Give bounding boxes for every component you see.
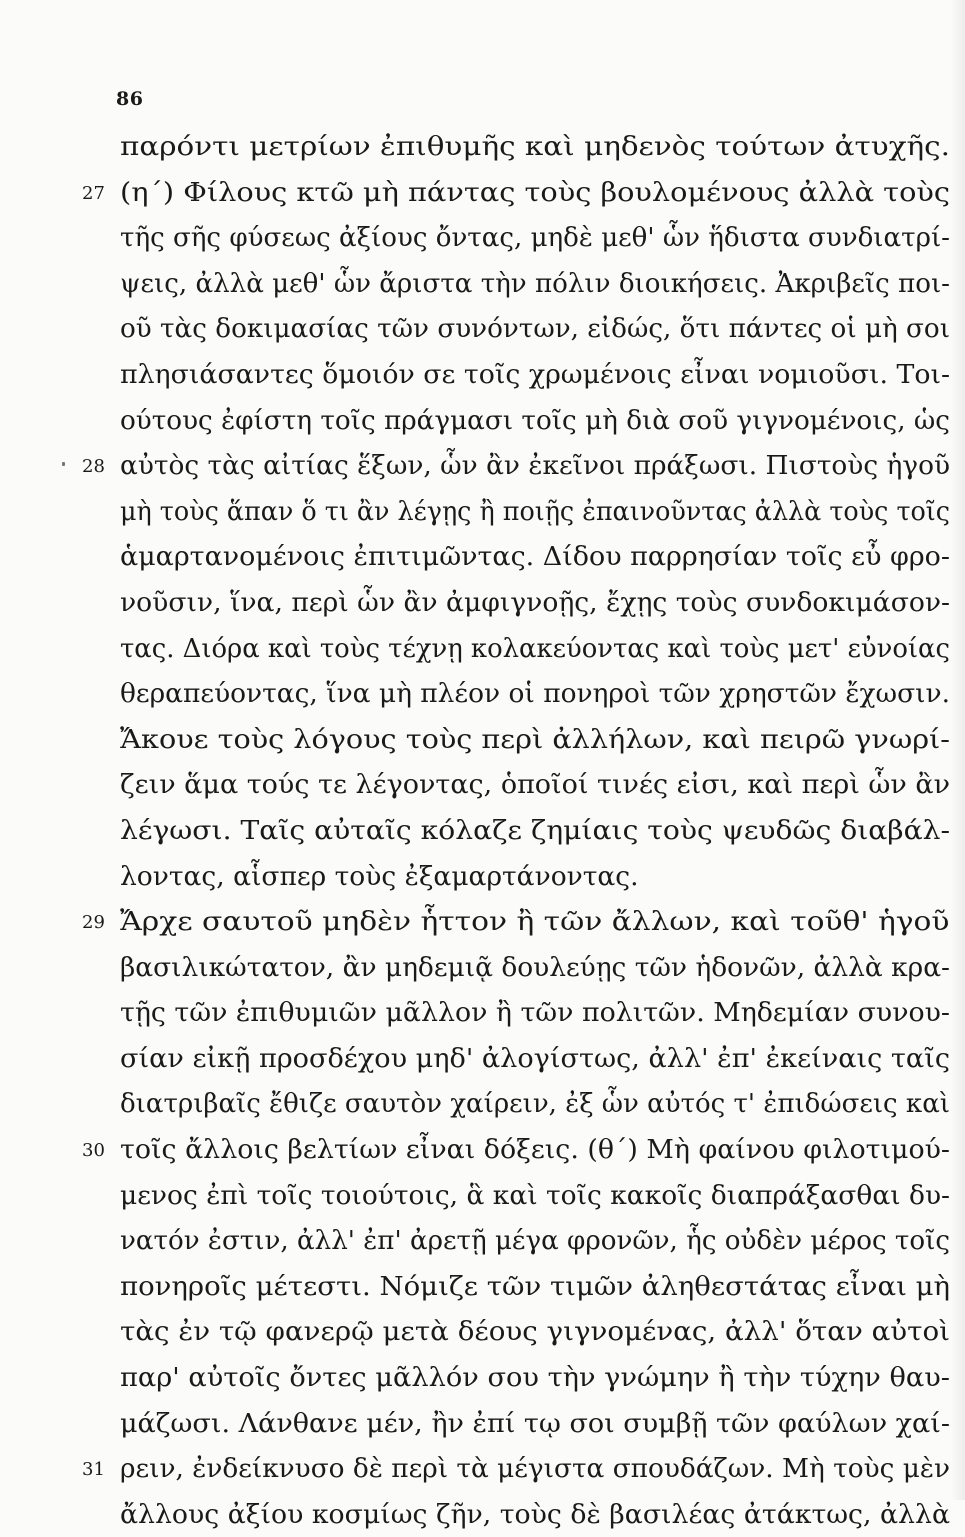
line-text: τοῖς ἄλλοις βελτίων εἶναι δόξεις. (θ΄) Μὴ φαίνου φιλοτιμού- [120, 1134, 950, 1166]
section-number: 29 [82, 912, 105, 934]
scan-speck [62, 462, 65, 466]
line-text: πονηροῖς μέτεστι. Νόμιζε τῶν τιμῶν ἀληθεστάτας εἶναι μὴ [120, 1270, 950, 1302]
line-text: ἄλλους ἀξίου κοσμίως ζῆν, τοὺς δὲ βασιλέας ἀτάκτως, ἀλλὰ [120, 1498, 951, 1530]
line-text: τας. Διόρα καὶ τοὺς τέχνῃ κολακεύοντας καὶ τοὺς μετ' εὐνοίας [120, 632, 950, 664]
line-text: βασιλικώτατον, ἂν μηδεμιᾷ δουλεύῃς τῶν ἡδονῶν, ἀλλὰ κρα- [120, 951, 950, 983]
text-line [82, 1127, 950, 1173]
line-text: λοντας, αἷσπερ τοὺς ἐξαμαρτάνοντας. [120, 860, 639, 892]
line-text: Ἄρχε σαυτοῦ μηδὲν ἧττον ἢ τῶν ἄλλων, καὶ τοῦθ' ἡγοῦ [120, 906, 950, 938]
text-line [120, 124, 950, 170]
line-text: τὰς ἐν τῷ φανερῷ μετὰ δέους γιγνομένας, ἀλλ' ὅταν αὐτοὶ [120, 1316, 950, 1348]
text-line [120, 808, 950, 854]
line-text: λέγωσι. Ταῖς αὐταῖς κόλαζε ζημίαις τοὺς ψευδῶς διαβάλ- [120, 814, 950, 846]
line-text: διατριβαῖς ἔθιζε σαυτὸν χαίρειν, ἐξ ὧν αὐτός τ' ἐπιδώσεις καὶ [120, 1088, 950, 1120]
text-line [120, 1401, 950, 1447]
text-line [120, 1355, 950, 1401]
text-line [82, 899, 950, 945]
line-text: ζειν ἅμα τούς τε λέγοντας, ὁποῖοί τινές εἰσι, καὶ περὶ ὧν ἂν [120, 769, 950, 801]
text-line [120, 945, 950, 991]
text-line [120, 717, 950, 763]
text-line [120, 762, 950, 808]
line-text: σίαν εἰκῇ προσδέχου μηδ' ἀλογίστως, ἀλλ' ἐπ' ἐκείναις ταῖς [120, 1042, 950, 1074]
text-block [82, 124, 951, 1537]
text-line [120, 1218, 950, 1264]
line-text: μάζωσι. Λάνθανε μέν, ἢν ἐπί τῳ σοι συμβῇ τῶν φαύλων χαί- [120, 1407, 950, 1439]
text-line [120, 306, 950, 352]
line-text: πλησιάσαντες ὅμοιόν σε τοῖς χρωμένοις εἶναι νομιοῦσι. Τοι- [120, 358, 950, 390]
text-line [82, 1446, 950, 1492]
text-line [120, 1081, 950, 1127]
scan-shadow [951, 0, 965, 1500]
text-line [120, 398, 950, 444]
line-text: Ἄκουε τοὺς λόγους τοὺς περὶ ἀλλήλων, καὶ πειρῶ γνωρί- [120, 723, 950, 755]
section-number: 30 [82, 1140, 105, 1162]
text-line [120, 671, 950, 717]
text-line [120, 626, 950, 672]
text-line [120, 215, 950, 261]
section-number: 31 [82, 1459, 105, 1481]
line-text: θεραπεύοντας, ἵνα μὴ πλέον οἱ πονηροὶ τῶν χρηστῶν ἔχωσιν. [120, 678, 950, 710]
line-text: (η΄) Φίλους κτῶ μὴ πάντας τοὺς βουλομένους ἀλλὰ τοὺς [120, 176, 950, 208]
line-text: ρειν, ἐνδείκνυσο δὲ περὶ τὰ μέγιστα σπουδάζων. Μὴ τοὺς μὲν [120, 1453, 950, 1485]
line-text: οῦ τὰς δοκιμασίας τῶν συνόντων, εἰδώς, ὅτι πάντες οἱ μὴ σοι [120, 313, 950, 345]
line-text: ούτους ἐφίστη τοῖς πράγμασι τοῖς μὴ διὰ σοῦ γιγνομένοις, ὡς [120, 404, 950, 436]
text-line [120, 352, 950, 398]
line-text: ἁμαρτανομένοις ἐπιτιμῶντας. Δίδου παρρησίαν τοῖς εὖ φρο- [120, 541, 950, 573]
text-line [120, 854, 950, 900]
text-line [120, 534, 950, 580]
text-line [82, 170, 950, 216]
text-line [120, 1492, 950, 1537]
line-text: νατόν ἐστιν, ἀλλ' ἐπ' ἀρετῇ μέγα φρονῶν, ἧς οὐδὲν μέρος τοῖς [120, 1225, 950, 1257]
line-text: παρ' αὐτοῖς ὄντες μᾶλλόν σου τὴν γνώμην ἢ τὴν τύχην θαυ- [120, 1362, 951, 1394]
text-line [120, 580, 950, 626]
line-text: μὴ τοὺς ἅπαν ὅ τι ἂν λέγῃς ἢ ποιῇς ἐπαινοῦντας ἀλλὰ τοὺς τοῖς [120, 495, 950, 527]
text-line [120, 1264, 950, 1310]
text-line [120, 1309, 950, 1355]
line-text: ψεις, ἀλλὰ μεθ' ὧν ἄριστα τὴν πόλιν διοικήσεις. Ἀκριβεῖς ποι- [120, 267, 950, 299]
text-line [120, 261, 950, 307]
line-text: αὐτὸς τὰς αἰτίας ἕξων, ὧν ἂν ἐκεῖνοι πράξωσι. Πιστοὺς ἡγοῦ [120, 450, 950, 482]
text-line [82, 443, 950, 489]
text-line [120, 489, 950, 535]
text-line [120, 1036, 950, 1082]
line-text: νοῦσιν, ἵνα, περὶ ὧν ἂν ἀμφιγνοῇς, ἔχῃς τοὺς συνδοκιμάσον- [120, 586, 950, 618]
text-line [120, 990, 950, 1036]
line-text: παρόντι μετρίων ἐπιθυμῆς καὶ μηδενὸς τούτων ἀτυχῆς. [120, 131, 950, 162]
text-line [120, 1173, 950, 1219]
section-number: 28 [82, 456, 105, 478]
line-text: τῇς τῶν ἐπιθυμιῶν μᾶλλον ἢ τῶν πολιτῶν. Μηδεμίαν συνου- [120, 997, 950, 1029]
page-number: 86 [116, 88, 144, 110]
section-number: 27 [82, 182, 105, 204]
line-text: μενος ἐπὶ τοῖς τοιούτοις, ἃ καὶ τοῖς κακοῖς διαπράξασθαι δυ- [120, 1179, 950, 1211]
line-text: τῆς σῆς φύσεως ἀξίους ὄντας, μηδὲ μεθ' ὧν ἥδιστα συνδιατρί- [120, 222, 950, 254]
